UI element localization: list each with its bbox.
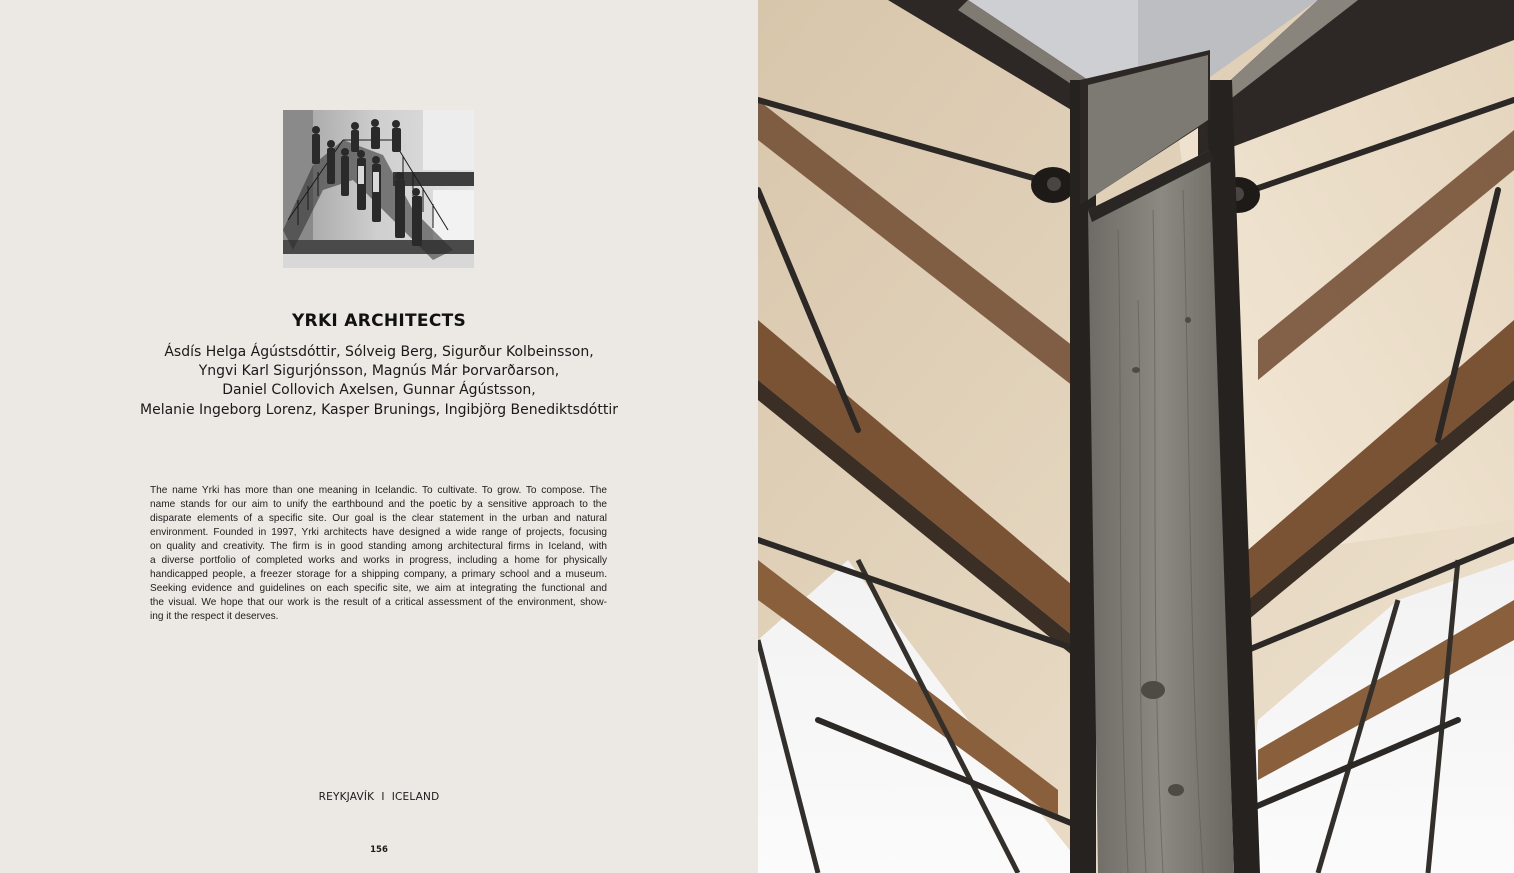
member-line: Daniel Collovich Axelsen, Gunnar Ágústsson, (222, 382, 536, 399)
description-line: Seeking evidence and guidelines on each specific site, we aim at integrating the functional and (150, 583, 607, 594)
description-line: The name Yrki has more than one meaning in Icelandic. To cultivate. To grow. To compose. The (150, 485, 607, 496)
member-line: Yngvi Karl Sigurjónsson, Magnús Már Þorvarðarson, (198, 363, 560, 380)
member-line: Melanie Ingeborg Lorenz, Kasper Brunings, Ingibjörg Benediktsdóttir (140, 401, 618, 418)
architecture-photo (758, 0, 1514, 873)
description-line: ing it the respect it deserves. (150, 611, 279, 622)
description-line: handicapped people, a freezer storage for a shipping company, a primary school and a museum. (150, 569, 607, 580)
description-line: the visual. We hope that our work is the result of a critical assessment of the environment, show- (150, 597, 607, 608)
firm-name: YRKI ARCHITECTS (291, 311, 467, 331)
member-list (0, 343, 758, 420)
description-line: a diverse portfolio of completed works and works in progress, including a home for physically (150, 555, 607, 566)
description-line: environment. Founded in 1997, Yrki architects have designed a wide range of projects, focusing (150, 527, 607, 538)
description-line: disparate elements of a specific site. Our goal is the clear statement in the urban and natural (150, 513, 607, 524)
location-label: REYKJAVÍK I ICELAND (318, 791, 440, 803)
description-line: name stands for our aim to unify the earthbound and the poetic by a sensitive approach to the (150, 499, 607, 510)
firm-description (150, 484, 607, 624)
team-photo (283, 110, 474, 268)
description-line: on quality and creativity. The firm is in good standing among architectural firms in Iceland, with (150, 541, 607, 552)
page-number: 156 (370, 845, 388, 855)
member-line: Ásdís Helga Ágústsdóttir, Sólveig Berg, Sigurður Kolbeinsson, (164, 344, 594, 360)
